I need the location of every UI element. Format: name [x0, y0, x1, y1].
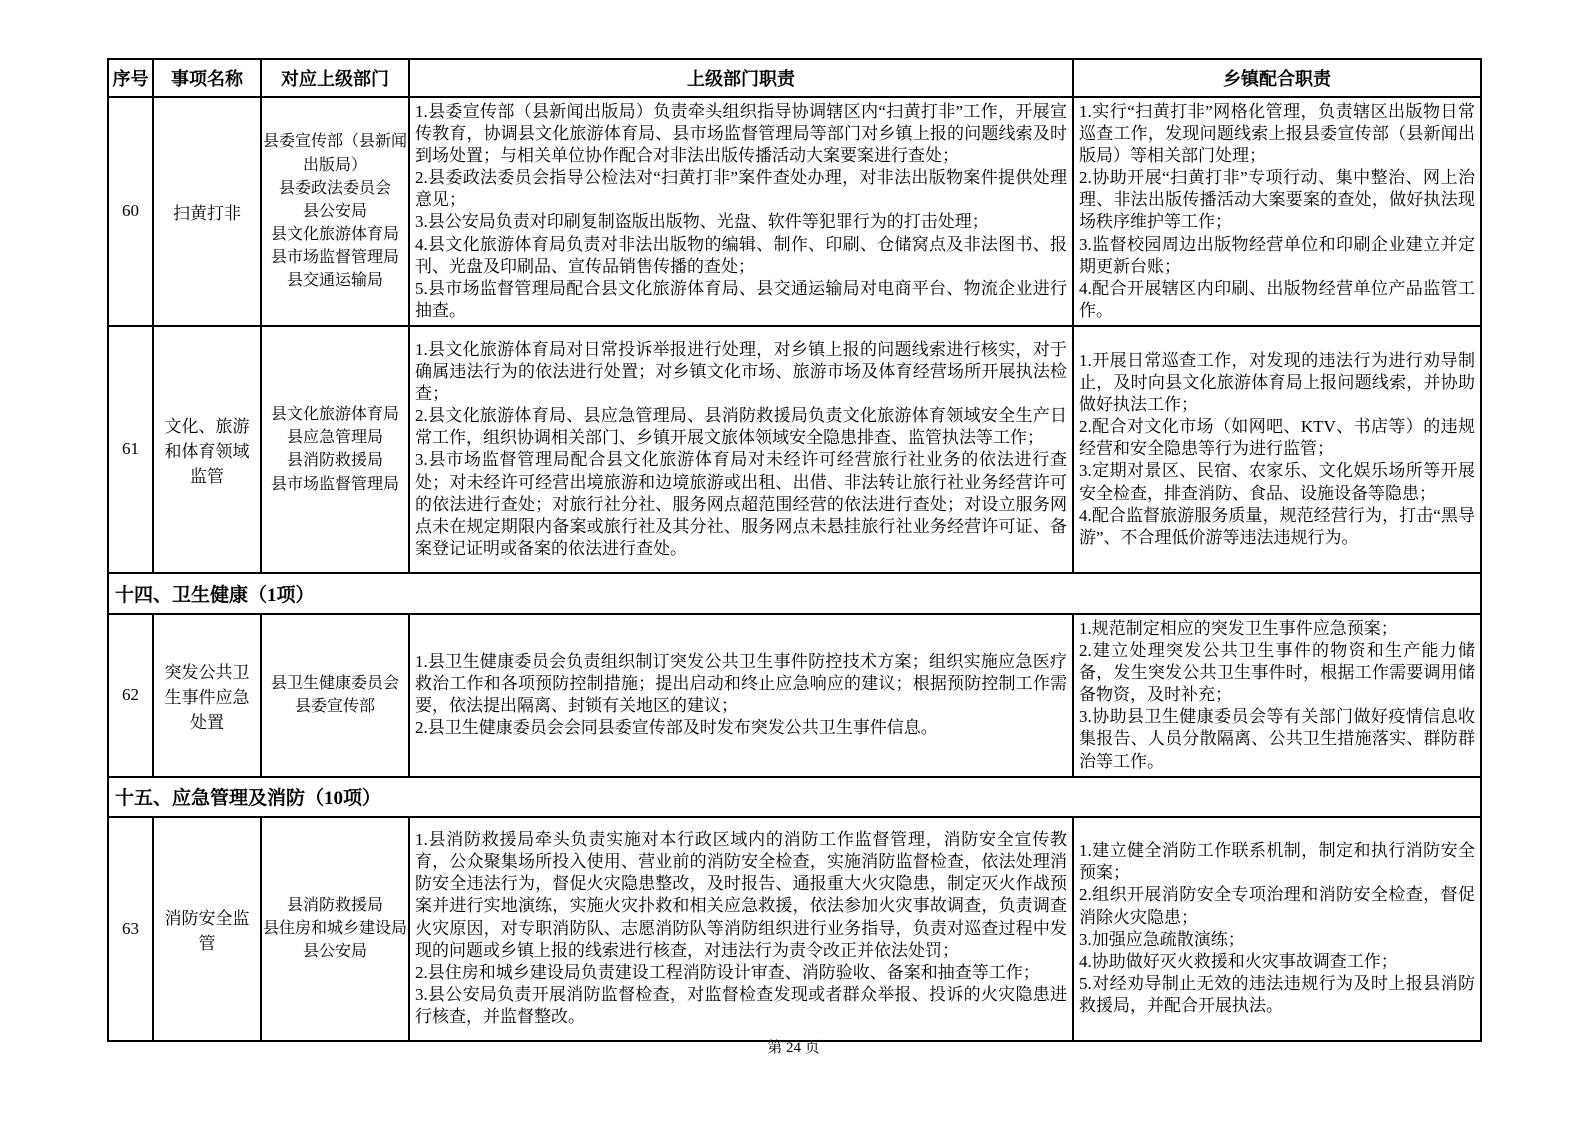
superior-duty-item: 2.县住房和城乡建设局负责建设工程消防设计审查、消防验收、备案和抽查等工作；	[415, 962, 1040, 982]
superior-duties	[409, 614, 1073, 777]
item-row	[108, 614, 1481, 777]
township-duty-item: 3.定期对景区、民宿、农家乐、文化娱乐场所等开展安全检查，排查消防、食品、设施设备等隐患；	[1079, 461, 1475, 503]
superior-duty-item: 2.县委政法委员会指导公检法对“扫黄打非”案件查处办理，对非法出版物案件提供处理意见；	[415, 168, 1067, 210]
table-header-row	[108, 59, 1481, 97]
superior-departments	[261, 614, 409, 777]
item-name: 突发公共卫生事件应急处置	[153, 614, 261, 777]
superior-duty-item: 4.县文化旅游体育局负责对非法出版物的编辑、制作、印刷、仓储窝点及非法图书、报刊、光盘及印刷品、宣传品销售传播的查处；	[415, 234, 1067, 276]
department-name: 县交通运输局	[286, 272, 383, 290]
table-body	[108, 97, 1481, 1041]
item-name: 消防安全监管	[153, 817, 261, 1041]
row-number: 60	[108, 97, 153, 326]
item-name: 扫黄打非	[153, 97, 261, 326]
department-name: 县住房和城乡建设局	[263, 920, 408, 937]
superior-departments	[261, 326, 409, 573]
department-name: 县应急管理局	[286, 429, 383, 447]
township-duty-item: 2.建立处理突发公共卫生事件的物资和生产能力储备，发生突发公共卫生事件时，根据工作需要调用储备物资，及时补充；	[1079, 641, 1475, 705]
section-header-row	[108, 777, 1481, 817]
superior-duties	[409, 817, 1073, 1041]
superior-duty-item: 1.县消防救援局牵头负责实施对本行政区域内的消防工作监督管理，消防安全宣传教育，公众聚集场所投入使用、营业前的消防安全检查，实施消防监督检查，依法处理消防安全违法行为，督促火灾隐患整改，及时报告、通报重大火灾隐患，制定灭火作战预案并进行实地演练，实施火灾扑救和相关应急救援，依法参加火灾事故调查，负责调查火灾原因，对专职消防队、志愿消防队等消防组织进行业务指导，负责对巡查过程中发现的问题或乡镇上报的线索进行核查，对违法行为责令改正并依法处罚；	[415, 830, 1067, 960]
township-duty-item: 2.配合对文化市场（如网吧、KTV、书店等）的违规经营和安全隐患等行为进行监管；	[1079, 417, 1475, 459]
township-duty-item: 3.加强应急疏散演练；	[1079, 929, 1245, 949]
item-row	[108, 97, 1481, 326]
township-duty-item: 1.实行“扫黄打非”网格化管理，负责辖区出版物日常巡查工作，发现问题线索上报县委宣传部（县新闻出版局）等相关部门处理；	[1079, 102, 1475, 166]
responsibility-table	[107, 58, 1482, 1042]
row-number: 62	[108, 614, 153, 777]
header-col-superior-duties: 上级部门职责	[409, 59, 1073, 97]
header-col-item-name: 事项名称	[153, 59, 261, 97]
department-name: 县市场监督管理局	[270, 249, 399, 267]
township-duty-item: 3.监督校园周边出版物经营单位和印刷企业建立并定期更新台账；	[1079, 234, 1475, 276]
township-duties	[1073, 817, 1481, 1041]
department-name: 县委政法委员会	[278, 179, 391, 197]
superior-duty-item: 3.县公安局负责开展消防监督检查，对监督检查发现或者群众举报、投诉的火灾隐患进行核查，并监督整改。	[415, 984, 1067, 1026]
department-name: 县委宣传部（县新闻出版局）	[263, 133, 408, 174]
superior-duty-item: 1.县文化旅游体育局对日常投诉举报进行处理，对乡镇上报的问题线索进行核实，对于确属违法行为的依法进行处置；对乡镇文化市场、旅游市场及体育经营场所开展执法检查；	[415, 339, 1067, 404]
header-col-number: 序号	[108, 59, 153, 97]
township-duty-item: 1.规范制定相应的突发卫生事件应急预案；	[1079, 618, 1398, 638]
department-name: 县卫生健康委员会	[270, 675, 399, 693]
department-name: 县公安局	[302, 202, 367, 220]
department-name: 县文化旅游体育局	[270, 226, 399, 244]
superior-duty-item: 5.县市场监督管理局配合县文化旅游体育局、县交通运输局对电商平台、物流企业进行抽查。	[415, 278, 1067, 320]
department-name: 县文化旅游体育局	[270, 406, 399, 424]
township-duty-item: 1.开展日常巡查工作，对发现的违法行为进行劝导制止，及时向县文化旅游体育局上报问题线索，并协助做好执法工作；	[1079, 351, 1475, 415]
row-number: 61	[108, 326, 153, 573]
department-name: 县消防救援局	[286, 896, 383, 914]
item-row	[108, 326, 1481, 573]
superior-duties	[409, 326, 1073, 573]
section-title: 十四、卫生健康（1项）	[108, 573, 1481, 614]
township-duty-item: 3.协助县卫生健康委员会等有关部门做好疫情信息收集报告、人员分散隔离、公共卫生措施落实、群防群治等工作。	[1079, 707, 1475, 771]
row-number: 63	[108, 817, 153, 1041]
superior-duty-item: 2.县卫生健康委员会会同县委宣传部及时发布突发公共卫生事件信息。	[415, 718, 938, 738]
header-col-township-duties: 乡镇配合职责	[1073, 59, 1481, 97]
township-duty-item: 2.协助开展“扫黄打非”专项行动、集中整治、网上治理、非法出版传播活动大案要案的查处，做好执法现场秩序维护等工作；	[1079, 168, 1475, 232]
department-name: 县委宣传部	[294, 698, 375, 716]
header-col-superior-department: 对应上级部门	[261, 59, 409, 97]
superior-duty-item: 3.县市场监督管理局配合县文化旅游体育局对未经许可经营旅行社业务的依法进行查处；对未经许可经营出境旅游和边境旅游或出租、出借、非法转让旅行社业务经营许可的依法进行查处；对旅行社分社、服务网点超范围经营的依法进行查处；对设立服务网点未在规定期限内备案或旅行社及其分社、服务网点未悬挂旅行社业务经营许可证、备案登记证明或备案的依法进行查处。	[415, 450, 1067, 558]
township-duty-item: 1.建立健全消防工作联系机制，制定和执行消防安全预案；	[1079, 841, 1475, 883]
department-name: 县消防救援局	[286, 452, 383, 470]
superior-duty-item: 3.县公安局负责对印刷复制盗版出版物、光盘、软件等犯罪行为的打击处理；	[415, 212, 989, 232]
superior-duties	[409, 97, 1073, 326]
item-name: 文化、旅游和体育领域监管	[153, 326, 261, 573]
section-header-row	[108, 573, 1481, 614]
township-duties	[1073, 97, 1481, 326]
township-duty-item: 4.配合监督旅游服务质量，规范经营行为，打击“黑导游”、不合理低价游等违法违规行为。	[1079, 505, 1475, 547]
item-row	[108, 817, 1481, 1041]
page-number: 第 24 页	[767, 1040, 820, 1056]
superior-duty-item: 2.县文化旅游体育局、县应急管理局、县消防救援局负责文化旅游体育领域安全生产日常工作，组织协调相关部门、乡镇开展文旅体领域安全隐患排查、监管执法等工作；	[415, 406, 1067, 448]
township-duties	[1073, 326, 1481, 573]
township-duties	[1073, 614, 1481, 777]
township-duty-item: 5.对经劝导制止无效的违法违规行为及时上报县消防救援局，并配合开展执法。	[1079, 973, 1475, 1015]
township-duty-item: 4.协助做好灭火救援和火灾事故调查工作；	[1079, 951, 1398, 971]
superior-duty-item: 1.县卫生健康委员会负责组织制订突发公共卫生事件防控技术方案；组织实施应急医疗救治工作和各项预防控制措施；提出启动和终止应急响应的建议；根据预防控制工作需要，依法提出隔离、封锁有关地区的建议；	[415, 652, 1067, 716]
township-duty-item: 2.组织开展消防安全专项治理和消防安全检查，督促消除火灾隐患；	[1079, 885, 1475, 927]
department-name: 县公安局	[302, 943, 367, 961]
superior-departments	[261, 817, 409, 1041]
department-name: 县市场监督管理局	[270, 475, 399, 493]
superior-departments	[261, 97, 409, 326]
section-title: 十五、应急管理及消防（10项）	[108, 777, 1481, 817]
township-duty-item: 4.配合开展辖区内印刷、出版物经营单位产品监管工作。	[1079, 278, 1475, 320]
superior-duty-item: 1.县委宣传部（县新闻出版局）负责牵头组织指导协调辖区内“扫黄打非”工作，开展宣传教育，协调县文化旅游体育局、县市场监督管理局等部门对乡镇上报的问题线索及时到场处置；与相关单位协作配合对非法出版传播活动大案要案进行查处；	[415, 102, 1067, 166]
